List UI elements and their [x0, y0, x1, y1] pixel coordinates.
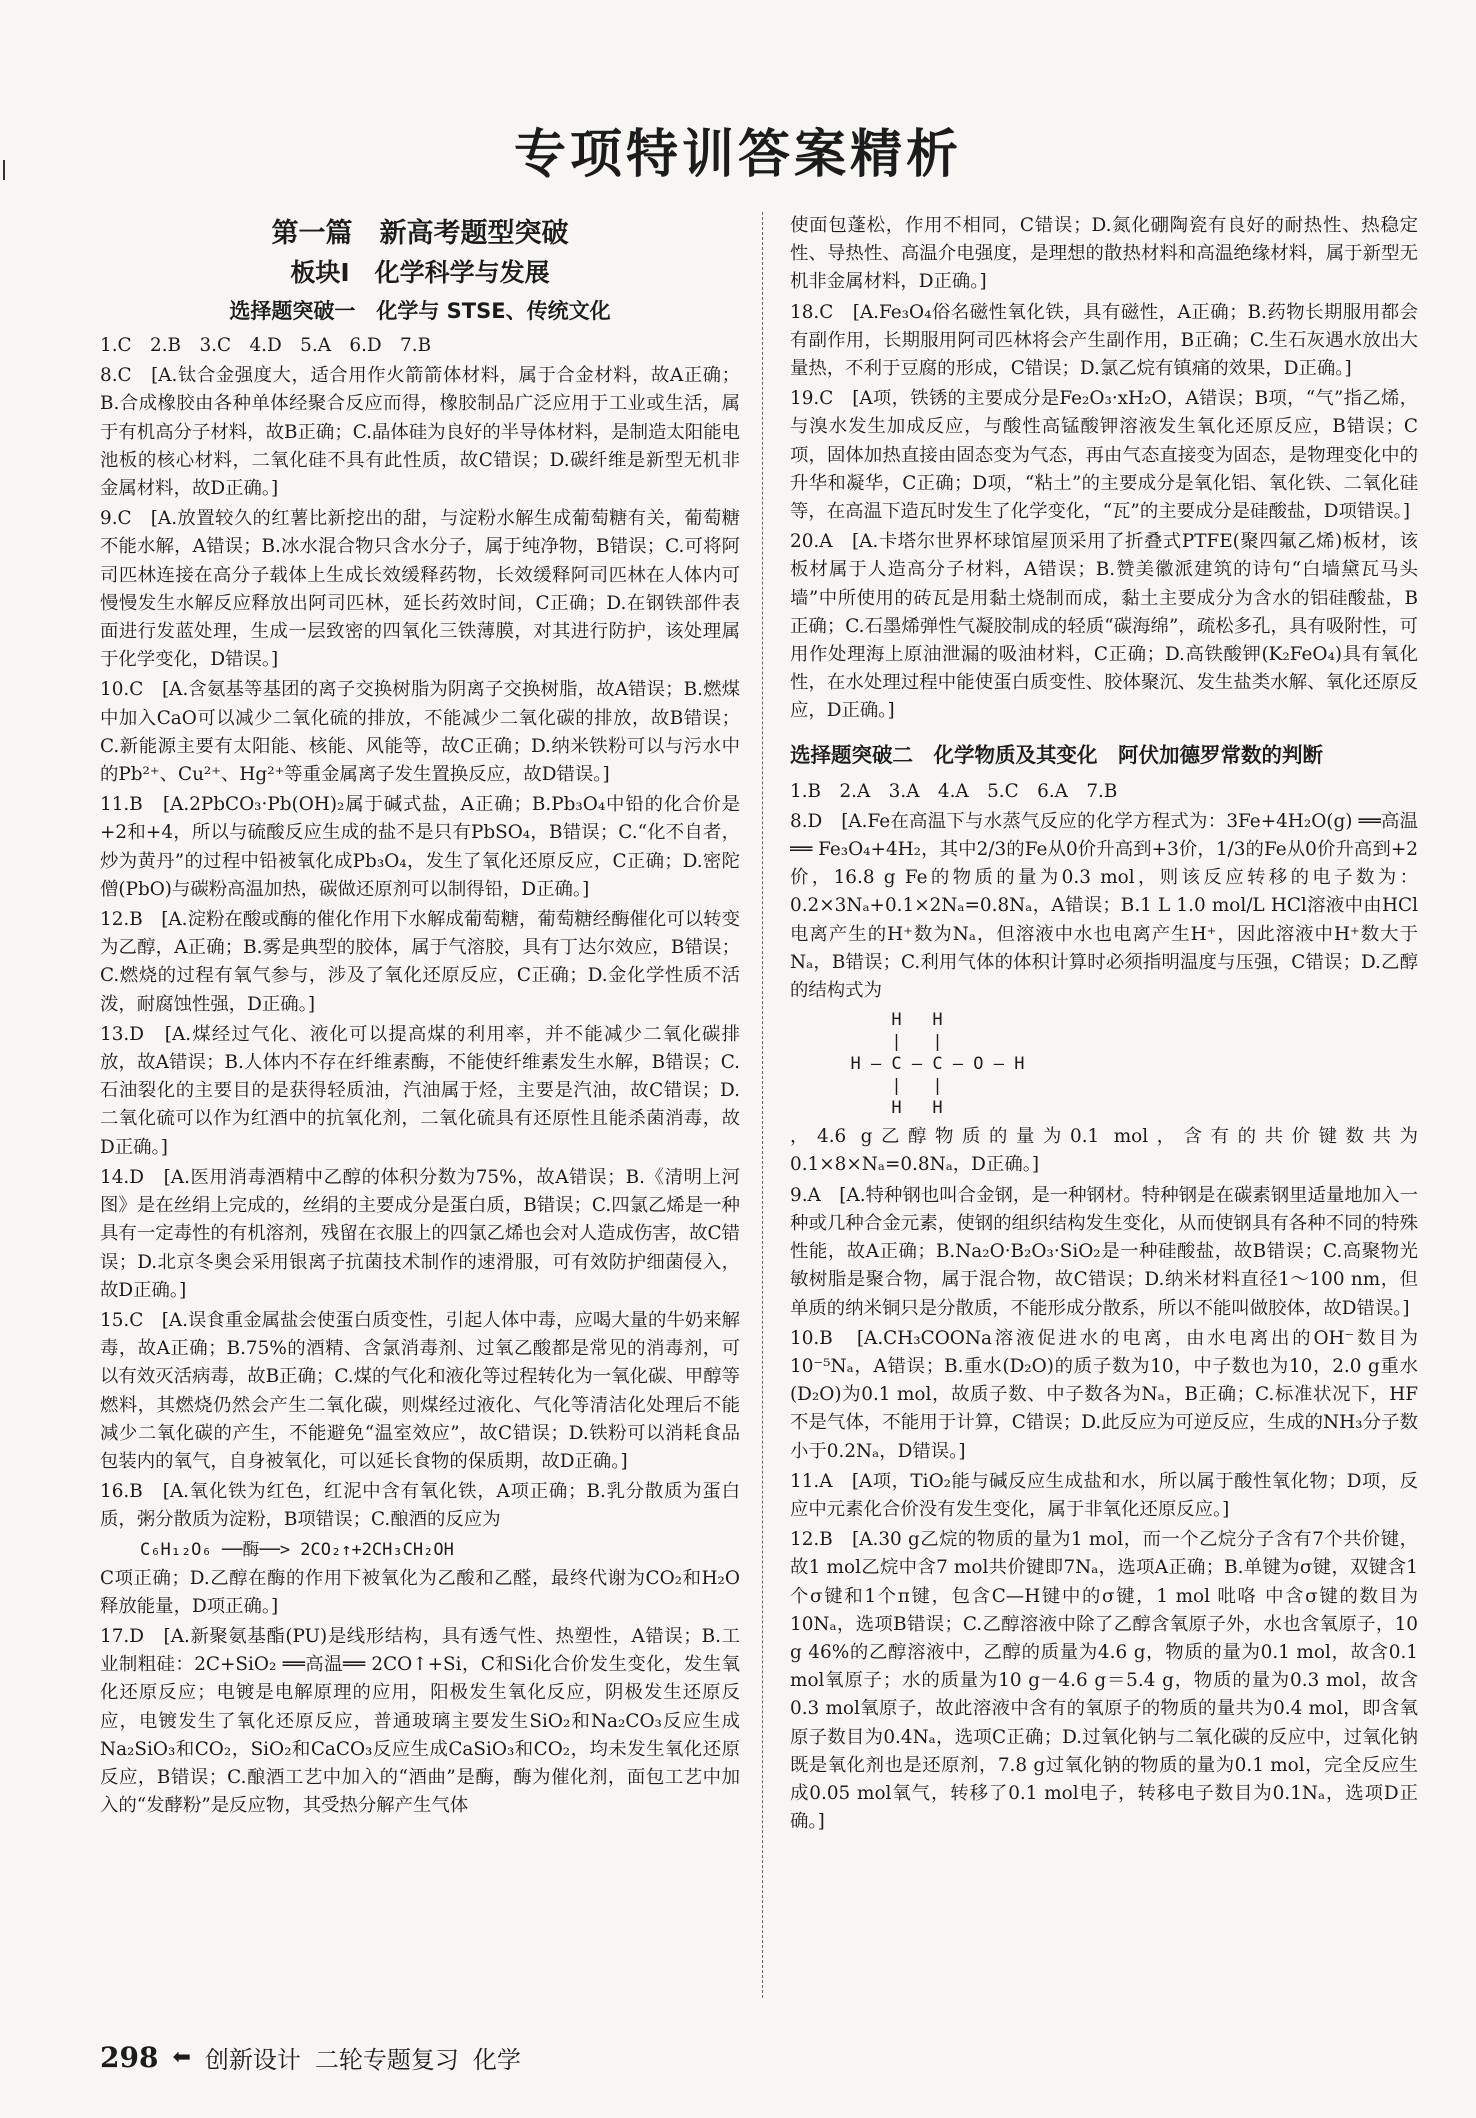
section-2-quick-answers: 1.B 2.A 3.A 4.A 5.C 6.A 7.B [790, 780, 1118, 802]
answer-16-continued: C项正确；D.乙醇在酶的作用下被氧化为乙酸和乙醛，最终代谢为CO₂和H₂O释放能量，D项正确。] [100, 1567, 740, 1617]
answer-19: 19.C [A项，铁锈的主要成分是Fe₂O₃·xH₂O，A错误；B项，“气”指乙烯，与溴水发生加成反应，与酸性高锰酸钾溶液发生氧化还原反应，B错误；C项，固体加热直接由固态变为气态，再由气态直接变为固态，是物理变化中的升华和凝华，C正确；D项，“粘土”的主要成分是氧化铝、氧化铁、二氧化硅等，在高温下造瓦时发生了化学变化，“瓦”的主要成分是硅酸盐，D项错误。] [790, 388, 1418, 523]
answer-13: 13.D [A.煤经过气化、液化可以提高煤的利用率，并不能减少二氧化碳排放，故A错误；B.人体内不存在纤维素酶，不能使纤维素发生水解，B错误；C.石油裂化的主要目的是获得轻质油，汽油属于烃，主要是汽油，故C错误；D.二氧化硫可以作为红酒中的抗氧化剂，二氧化硫具有还原性且能杀菌消毒，故D正确。] [100, 1023, 740, 1158]
answer-17-continued: 使面包蓬松，作用不相同，C错误；D.氮化硼陶瓷有良好的耐热性、热稳定性、导热性、高温介电强度，是理想的散热材料和高温绝缘材料，属于新型无机非金属材料，D正确。] [790, 215, 1418, 293]
answer-20: 20.A [A.卡塔尔世界杯球馆屋顶采用了折叠式PTFE(聚四氟乙烯)板材，该板材属于人造高分子材料，A错误；B.赞美徽派建筑的诗句“白墙黛瓦马头墙”中所使用的砖瓦是用黏土烧制而成，黏土主要成分为含水的铝硅酸盐，B正确；C.石墨烯弹性气凝胶制成的轻质“碳海绵”，疏松多孔，具有吸附性，可用作处理海上原油泄漏的吸油材料，C正确；D.高铁酸钾(K₂FeO₄)具有氧化性，在水处理过程中能使蛋白质变性、胶体聚沉、发生盐类水解、氧化还原反应，D正确。] [790, 531, 1418, 722]
right-column [790, 212, 1418, 2000]
series-name: 二轮专题复习 [314, 2046, 459, 2074]
part-heading: 第一篇 新高考题型突破 [271, 218, 569, 249]
s2-answer-8-continued: ，4.6 g乙醇物质的量为0.1 mol，含有的共价键数共为0.1×8×Nₐ=0.8Nₐ，D正确。] [790, 1126, 1418, 1176]
answer-11: 11.B [A.2PbCO₃·Pb(OH)₂属于碱式盐，A正确；B.Pb₃O₄中铅的化合价是+2和+4，所以与硫酸反应生成的盐不是只有PbSO₄，B错误；C.“化不自者，炒为黄丹”的过程中铅被氧化成Pb₃O₄，发生了氧化还原反应，C正确；D.密陀僧(PbO)与碳粉高温加热，碳做还原剂可以制得铅，D正确。] [100, 794, 740, 900]
s2-answer-11: 11.A [A项，TiO₂能与碱反应生成盐和水，所以属于酸性氧化物；D项，反应中元素化合价没有发生变化，属于非氧化还原反应。] [790, 1470, 1418, 1520]
answer-10: 10.C [A.含氨基等基团的离子交换树脂为阴离子交换树脂，故A错误；B.燃煤中加入CaO可以减少二氧化硫的排放，不能减少二氧化碳的排放，故B错误；C.新能源主要有太阳能、核能、风能等，故C正确；D.纳米铁粉可以与污水中的Pb²⁺、Cu²⁺、Hg²⁺等重金属离子发生置换反应，故D错误。] [100, 679, 740, 786]
section-2-heading: 选择题突破二 化学物质及其变化 阿伏加德罗常数的判断 [790, 742, 1323, 767]
page-number: 298 [100, 2041, 159, 2074]
answer-18: 18.C [A.Fe₃O₄俗名磁性氧化铁，具有磁性，A正确；B.药物长期服用都会有副作用，长期服用阿司匹林将会产生副作用，B正确；C.生石灰遇水放出大量热，不利于豆腐的形成，C错误；D.氯乙烷有镇痛的效果，D正确。] [790, 301, 1418, 380]
subject-name: 化学 [472, 2046, 521, 2074]
page-title: 专项特训答案精析 [513, 125, 962, 185]
answer-16-equation: C₆H₁₂O₆ ──酶──> 2CO₂↑+2CH₃CH₂OH [140, 1539, 454, 1560]
s2-answer-10: 10.B [A.CH₃COONa溶液促进水的电离，由水电离出的OH⁻数目为10⁻⁵Nₐ，A错误；B.重水(D₂O)的质子数为10，中子数也为10，2.0 g重水(D₂O)为0.1 mol，故质子数、中子数各为Nₐ，B正确；C.标准状况下，HF不是气体，不能用于计算，C错误；D.此反应为可逆反应，生成的NH₃分子数小于0.2Nₐ，D错误。] [790, 1327, 1418, 1462]
book-name: 创新设计 [204, 2046, 301, 2074]
s2-answer-9: 9.A [A.特种钢也叫合金钢，是一种钢材。特种钢是在碳素钢里适量地加入一种或几种合金元素，使钢的组织结构发生变化，从而使钢具有各种不同的特殊性能，故A正确；B.Na₂O·B₂O₃·SiO₂是一种硅酸盐，故B错误；C.高聚物光敏树脂是聚合物，属于混合物，故C错误；D.纳米材料直径1～100 nm，但单质的纳米铜只是分散质，不能形成分散系，所以不能叫做胶体，故D错误。] [790, 1184, 1418, 1319]
left-column [100, 210, 740, 2000]
section-1-heading: 选择题突破一 化学与 STSE、传统文化 [229, 299, 611, 323]
answer-15: 15.C [A.误食重金属盐会使蛋白质变性，引起人体中毒，应喝大量的牛奶来解毒，故A正确；B.75%的酒精、含氯消毒剂、过氧乙酸都是常见的消毒剂，可以有效灭活病毒，故B正确；C.煤的气化和液化等过程转化为一氧化碳、甲醇等燃料，其燃烧仍然会产生二氧化碳，则煤经过液化、气化等清洁化处理后不能减少二氧化碳的产生，不能避免“温室效应”，故C错误；D.铁粉可以消耗食品包装内的氧气，自身被氧化，可以延长食物的保质期，故D正确。] [100, 1309, 740, 1472]
page-footer [100, 2040, 521, 2075]
answer-8: 8.C [A.钛合金强度大，适合用作火箭箭体材料，属于合金材料，故A正确；B.合成橡胶由各种单体经聚合反应而得，橡胶制品广泛应用于工业或生活，属于有机高分子材料，故B正确；C.晶体硅为良好的半导体材料，是制造太阳能电池板的核心材料，二氧化硅不具有此性质，故C错误；D.碳纤维是新型无机非金属材料，故D正确。] [100, 365, 740, 500]
s2-answer-8: 8.D [A.Fe在高温下与水蒸气反应的化学方程式为：3Fe+4H₂O(g) ══高温══ Fe₃O₄+4H₂，其中2/3的Fe从0价升高到+3价，1/3的Fe从0价升高到+2价，16.8 g Fe的物质的量为0.3 mol，则该反应转移的电子数为：0.2×3Nₐ+0.1×2Nₐ=0.8Nₐ，A错误；B.1 L 1.0 mol/L HCl溶液中由HCl电离产生的H⁺数为Nₐ，但溶液中水也电离产生H⁺，因此溶液中H⁺数大于Nₐ，B错误；C.利用气体的体积计算时必须指明温度与压强，C错误；D.乙醇的结构式为 [790, 810, 1418, 1002]
section-1-quick-answers: 1.C 2.B 3.C 4.D 5.A 6.D 7.B [100, 335, 432, 356]
arrow-left-icon: ⬅ [172, 2045, 191, 2070]
s2-answer-12: 12.B [A.30 g乙烷的物质的量为1 mol，而一个乙烷分子含有7个共价键，故1 mol乙烷中含7 mol共价键即7Nₐ，选项A正确；B.单键为σ键，双键含1个σ键和1个π键，包含C—H键中的σ键，1 mol 吡咯 中含σ键的数目为10Nₐ，选项B错误；C.乙醇溶液中除了乙醇含氧原子外，水也含氧原子，10 g 46%的乙醇溶液中，乙醇的质量为4.6 g，物质的量为0.1 mol，故含0.1 mol氧原子；水的质量为10 g－4.6 g＝5.4 g，物质的量为0.3 mol，故含0.3 mol氧原子，故此溶液中含有的氧原子的物质的量共为0.4 mol，即含氧原子数目为0.4Nₐ，选项C正确；D.过氧化钠与二氧化碳的反应中，过氧化钠既是氧化剂也是还原剂，7.8 g过氧化钠的物质的量为0.1 mol，完全反应生成0.05 mol氧气，转移了0.1 mol电子，转移电子数目为0.1Nₐ，选项D正确。] [790, 1529, 1418, 1833]
ethanol-structural-formula: H H | | H — C — C — O — H | | H H [850, 1010, 1025, 1119]
block-heading: 板块Ⅰ 化学科学与发展 [290, 258, 550, 287]
answer-16: 16.B [A.氧化铁为红色，红泥中含有氧化铁，A项正确；B.乳分散质为蛋白质，粥分散质为淀粉，B项错误；C.酿酒的反应为 [100, 1481, 740, 1531]
answer-12: 12.B [A.淀粉在酸或酶的催化作用下水解成葡萄糖，葡萄糖经酶催化可以转变为乙醇，A正确；B.雾是典型的胶体，属于气溶胶，具有丁达尔效应，B错误；C.燃烧的过程有氧气参与，涉及了氧化还原反应，C正确；D.金化学性质不活泼，耐腐蚀性强，D正确。] [100, 909, 740, 1015]
column-divider [762, 212, 763, 1998]
answer-14: 14.D [A.医用消毒酒精中乙醇的体积分数为75%，故A错误；B.《清明上河图》是在丝绢上完成的，丝绢的主要成分是蛋白质，B错误；C.四氯乙烯是一种具有一定毒性的有机溶剂，残留在衣服上的四氯乙烯也会对人造成伤害，故C错误；D.北京冬奥会采用银离子抗菌技术制作的速滑服，可有效防护细菌侵入，故D正确。] [100, 1166, 740, 1301]
answer-17: 17.D [A.新聚氨基酯(PU)是线形结构，具有透气性、热塑性，A错误；B.工业制粗硅：2C+SiO₂ ══高温══ 2CO↑+Si，C和Si化合价发生变化，发生氧化还原反应；电镀是电解原理的应用，阳极发生氧化反应，阴极发生还原反应，电镀发生了氧化还原反应，普通玻璃主要发生SiO₂和Na₂CO₃反应生成Na₂SiO₃和CO₂，SiO₂和CaCO₃反应生成CaSiO₃和CO₂，均未发生氧化还原反应，B错误；C.酿酒工艺中加入的“酒曲”是酶，酶为催化剂，面包工艺中加入的“发酵粉”是反应物，其受热分解产生气体 [100, 1625, 740, 1817]
answer-9: 9.C [A.放置较久的红薯比新挖出的甜，与淀粉水解生成葡萄糖有关，葡萄糖不能水解，A错误；B.冰水混合物只含水分子，属于纯净物，B错误；C.可将阿司匹林连接在高分子载体上生成长效缓释药物，长效缓释阿司匹林在人体内可慢慢发生水解反应释放出阿司匹林，延长药效时间，C正确；D.在钢铁部件表面进行发蓝处理，生成一层致密的四氧化三铁薄膜，对其进行防护，该处理属于化学变化，D错误。] [100, 508, 740, 671]
